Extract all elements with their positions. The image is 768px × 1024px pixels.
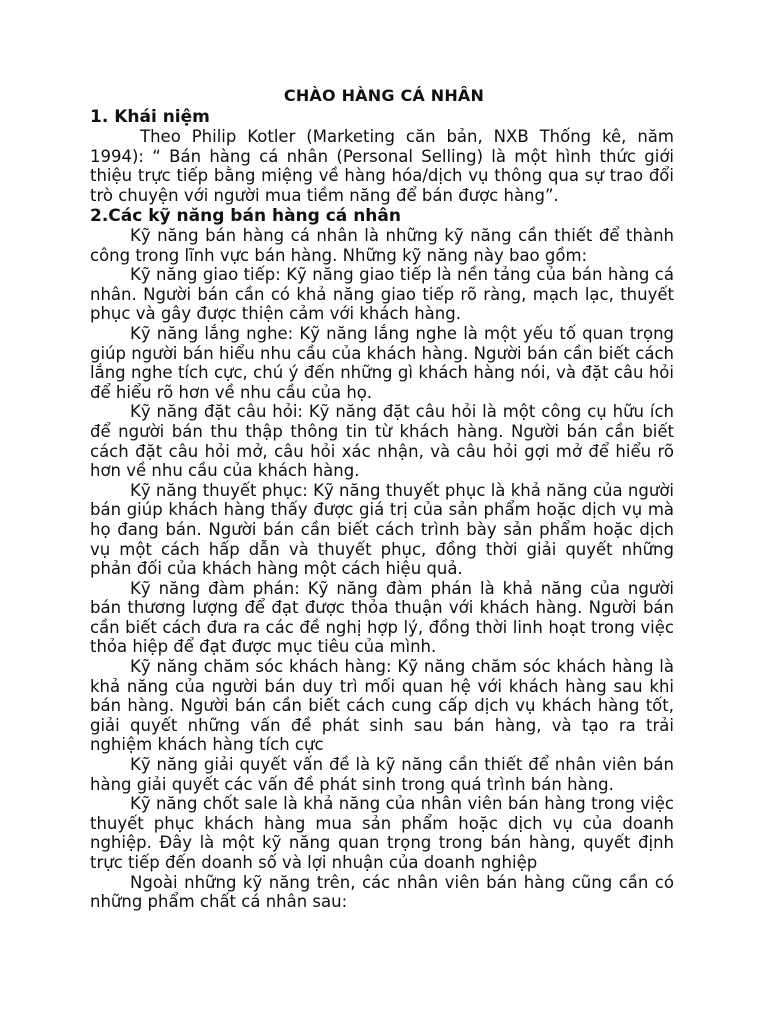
section-body-concept <box>90 127 674 205</box>
paragraph: Kỹ năng lắng nghe: Kỹ năng lắng nghe là một yếu tố quan trọng giúp người bán hiểu nhu cầu của khách hàng. Người bán cần biết cách lắng nghe tích cực, chú ý đến những gì khách hàng nói, và đặt câu hỏi để hiểu rõ hơn về nhu cầu của họ. <box>90 323 674 402</box>
paragraph: Kỹ năng đặt câu hỏi: Kỹ năng đặt câu hỏi là một công cụ hữu ích để người bán thu thập thông tin từ khách hàng. Người bán cần biết cách đặt câu hỏi mở, câu hỏi xác nhận, và câu hỏi gợi mở để hiểu rõ hơn về nhu cầu của khách hàng. <box>90 402 674 481</box>
section-heading-skills: 2.Các kỹ năng bán hàng cá nhân <box>90 206 401 226</box>
section-heading-concept: 1. Khái niệm <box>90 107 210 127</box>
paragraph: Kỹ năng chốt sale là khả năng của nhân viên bán hàng trong việc thuyết phục khách hàng mua sản phẩm hoặc dịch vụ của doanh nghiệp. Đây là một kỹ năng quan trọng trong bán hàng, quyết định trực tiếp đến doanh số và lợi nhuận của doanh nghiệp <box>90 794 674 872</box>
section-body-skills <box>90 226 674 912</box>
paragraph: Kỹ năng giao tiếp: Kỹ năng giao tiếp là nền tảng của bán hàng cá nhân. Người bán cần có khả năng giao tiếp rõ ràng, mạch lạc, thuyết phục và gây được thiện cảm với khách hàng. <box>90 265 674 324</box>
paragraph: Kỹ năng giải quyết vấn đề là kỹ năng cần thiết để nhân viên bán hàng giải quyết các vấn đề phát sinh trong quá trình bán hàng. <box>90 755 674 794</box>
paragraph: Ngoài những kỹ năng trên, các nhân viên bán hàng cũng cần có những phẩm chất cá nhân sau: <box>90 872 674 912</box>
paragraph: Kỹ năng đàm phán: Kỹ năng đàm phán là khả năng của người bán thương lượng để đạt được thỏa thuận với khách hàng. Người bán cần biết cách đưa ra các đề nghị hợp lý, đồng thời linh hoạt trong việc thỏa hiệp để đạt được mục tiêu của mình. <box>90 578 674 657</box>
paragraph: Kỹ năng bán hàng cá nhân là những kỹ năng cần thiết để thành công trong lĩnh vực bán hàng. Những kỹ năng này bao gồm: <box>90 226 674 265</box>
paragraph: Kỹ năng chăm sóc khách hàng: Kỹ năng chăm sóc khách hàng là khả năng của người bán duy trì mối quan hệ với khách hàng sau khi bán hàng. Người bán cần biết cách cung cấp dịch vụ khách hàng tốt, giải quyết những vấn đề phát sinh sau bán hàng, và tạo ra trải nghiệm khách hàng tích cực <box>90 657 674 755</box>
page-title: CHÀO HÀNG CÁ NHÂN <box>283 86 485 105</box>
paragraph: Kỹ năng thuyết phục: Kỹ năng thuyết phục là khả năng của người bán giúp khách hàng thấy được giá trị của sản phẩm hoặc dịch vụ mà họ đang bán. Người bán cần biết cách trình bày sản phẩm hoặc dịch vụ một cách hấp dẫn và thuyết phục, đồng thời giải quyết những phản đối của khách hàng một cách hiệu quả. <box>90 480 674 579</box>
paragraph: Theo Philip Kotler (Marketing căn bản, NXB Thống kê, năm 1994): “ Bán hàng cá nhân (Personal Selling) là một hình thức giới thiệu trực tiếp bằng miệng về hàng hóa/dịch vụ thông qua sự trao đổi trò chuyện với người mua tiềm năng để bán được hàng”. <box>90 127 674 205</box>
